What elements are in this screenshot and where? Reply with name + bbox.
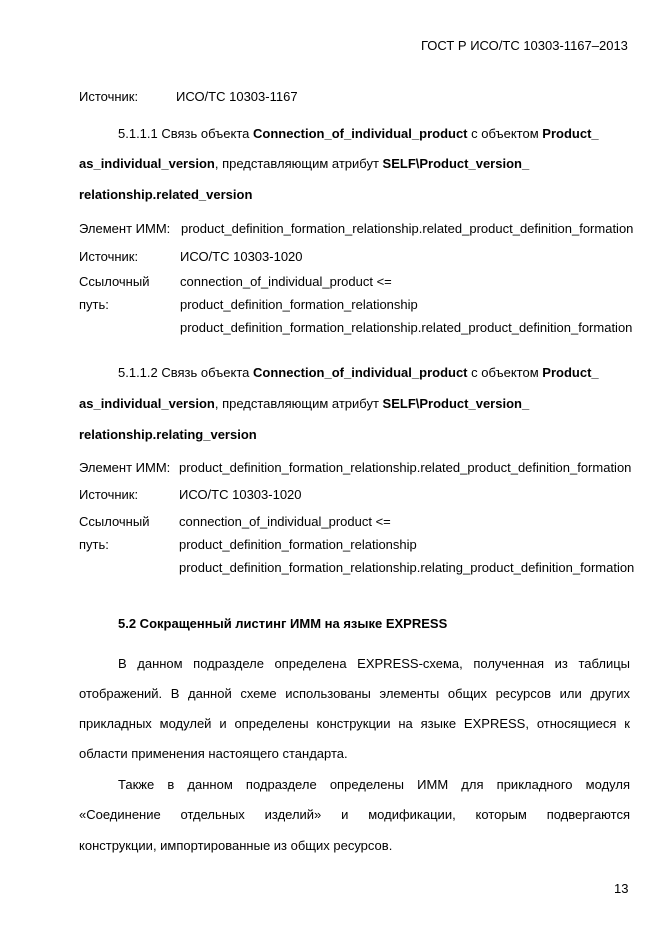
section-1-lead: 5.1.1.1 Связь объекта — [118, 126, 250, 141]
section-2-lead: 5.1.1.2 Связь объекта — [118, 365, 250, 380]
section-2-element-label: Элемент ИММ: — [79, 460, 171, 475]
para-1-line: прикладных модулей и определены конструкции на языке EXPRESS, относящиеся к — [79, 716, 630, 731]
para-2-line: «Соединение отдельных изделий» и модификации, которым подвергаются — [79, 807, 630, 822]
section-2-line-1 — [118, 365, 599, 381]
para-1-line: В данном подразделе определена EXPRESS-схема, полученная из таблицы — [118, 656, 630, 671]
section-2-attr-a: SELF\Product_version_ — [382, 396, 530, 411]
section-2-element-value: product_definition_formation_relationship.related_product_definition_formation — [179, 460, 632, 475]
section-1-ref-label-2: путь: — [79, 297, 109, 312]
section-2-ref-path-line: product_definition_formation_relationship.relating_product_definition_formation — [179, 560, 635, 575]
section-5-2-heading: 5.2 Сокращенный листинг ИММ на языке EXPRESS — [118, 616, 448, 631]
section-2-target-b: as_individual_version — [79, 396, 215, 411]
section-1-ref-label: Ссылочный — [79, 274, 150, 289]
section-2-entity: Connection_of_individual_product — [253, 365, 468, 380]
section-2-source-value: ИСО/ТС 10303-1020 — [179, 487, 302, 502]
section-2-ref-path-line: connection_of_individual_product <= — [179, 514, 391, 529]
section-1-mid: с объектом — [471, 126, 539, 141]
section-2-line-2 — [79, 396, 529, 412]
para-1-line: отображений. В данной схеме использованы элементы общих ресурсов или других — [79, 686, 630, 701]
section-1-attr-a: SELF\Product_version_ — [382, 156, 530, 171]
section-1-element-value: product_definition_formation_relationship.related_product_definition_formation — [181, 221, 634, 236]
section-1-line-2 — [79, 156, 529, 172]
para-2-line: конструкции, импортированные из общих ресурсов. — [79, 838, 393, 853]
para-2-line: Также в данном подразделе определены ИММ для прикладного модуля — [118, 777, 630, 792]
section-2-source-label: Источник: — [79, 487, 139, 502]
section-2-mid: с объектом — [471, 365, 539, 380]
source-label: Источник: — [79, 89, 139, 104]
section-1-target-b: as_individual_version — [79, 156, 215, 171]
section-1-source-value: ИСО/ТС 10303-1020 — [180, 249, 303, 264]
section-1-line-1 — [118, 126, 599, 142]
section-1-rep: , представляющим атрибут — [214, 156, 379, 171]
section-1-attr-b: relationship.related_version — [79, 187, 253, 202]
section-1-ref-path-line: product_definition_formation_relationship.related_product_definition_formation — [180, 320, 633, 335]
section-1-target-a: Product_ — [542, 126, 599, 141]
para-1-line: области применения настоящего стандарта. — [79, 746, 348, 761]
page-number: 13 — [614, 881, 629, 896]
section-2-target-a: Product_ — [542, 365, 599, 380]
section-2-ref-label: Ссылочный — [79, 514, 150, 529]
source-value: ИСО/ТС 10303-1167 — [176, 89, 298, 104]
section-2-attr-b: relationship.relating_version — [79, 427, 257, 442]
section-1-ref-path-line: product_definition_formation_relationship — [180, 297, 418, 312]
section-1-source-label: Источник: — [79, 249, 139, 264]
section-1-element-label: Элемент ИММ: — [79, 221, 171, 236]
section-1-ref-path-line: connection_of_individual_product <= — [180, 274, 392, 289]
section-1-entity: Connection_of_individual_product — [253, 126, 468, 141]
section-2-ref-path-line: product_definition_formation_relationship — [179, 537, 417, 552]
page-header-title: ГОСТ Р ИСО/ТС 10303-1167–2013 — [421, 38, 628, 53]
section-2-rep: , представляющим атрибут — [214, 396, 379, 411]
section-2-ref-label-2: путь: — [79, 537, 109, 552]
